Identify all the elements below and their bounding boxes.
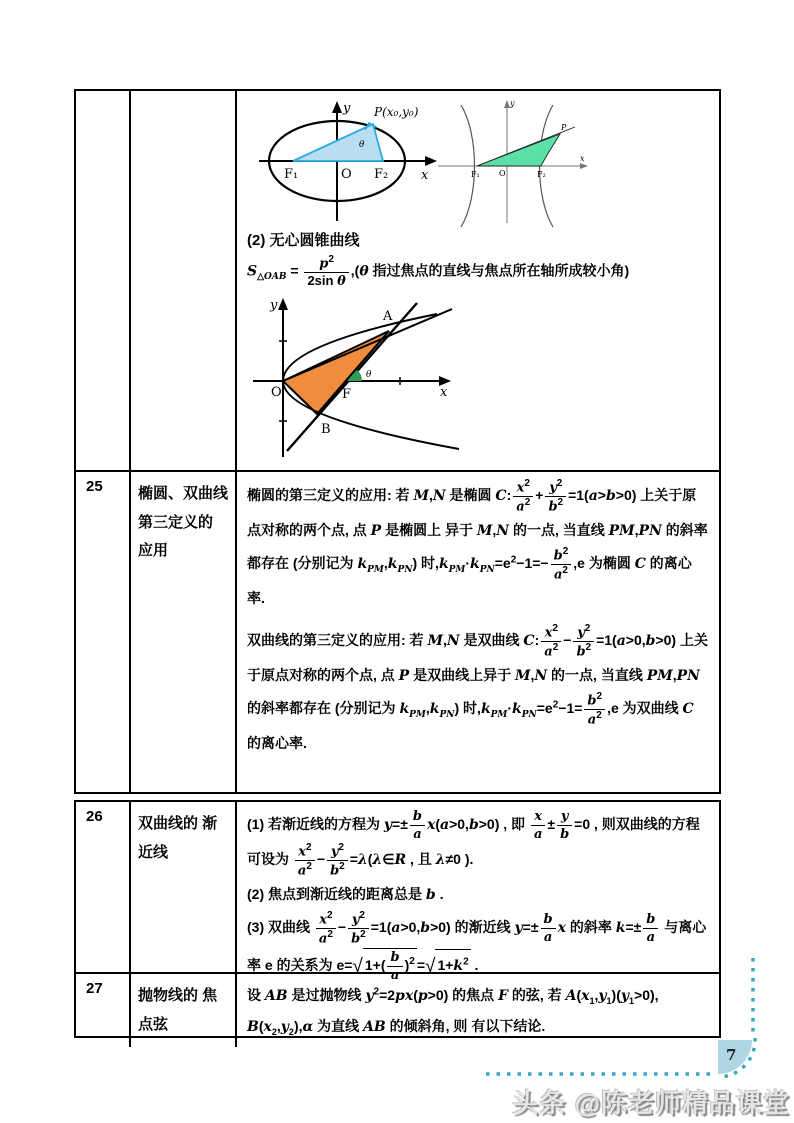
ellipse-third-definition-text: 椭圆的第三定义的应用: 若 M,N 是椭圆 C: $\frac{x^2}{a^2}$ + $\frac{y^2}{b^2}$ =1(a>b>0) 上关于原点对称的两个点, 点 P 是椭圆上 异于 M,N 的一点, 当直线 PM,PN 的斜率都存在 (分别记为 $k_{PM},k_{PN}$) 时$,k_{PM}\cdot k_{PN}=e^2-1=-$ $\frac{b^2}{a^2}$ ,e 为椭圆 C 的离心率.: [247, 478, 708, 606]
row-title: 双曲线的 渐近线: [138, 815, 218, 861]
row-number: 25: [86, 478, 103, 495]
focus-label-f: F: [342, 386, 352, 402]
table-row: [76, 470, 719, 792]
focus-label-f2: F₂: [537, 170, 546, 179]
asymptote-item-1: (1) 若渐近线的方程为 y=± $\frac{b}{a}$ x(a>0,b>0) , 即 $\frac{x}{a}$ ± $\frac{y}{b}$ =0 , 则双曲线的方程可设为 $\frac{x^2}{a^2}$ − $\frac{y^2}{b^2}$ =λ(λ∈R , 且 λ≠0 ).: [247, 809, 700, 879]
row-number-cell: [76, 974, 131, 1047]
row-title: 椭圆、双曲线 第三定义的 应用: [138, 485, 229, 559]
point-label-a: A: [383, 308, 393, 324]
table-row: [76, 91, 719, 470]
hyperbola-third-definition-text: 双曲线的第三定义的应用: 若 M,N 是双曲线 C: $\frac{x^2}{a^2}$ − $\frac{y^2}{b^2}$ =1(a>0,b>0) 上关于原点对称的两个点, 点 P 是双曲线上异于 M,N 的一点, 当直线 PM,PN 的斜率都存在 (分别记为 $k_{PM},k_{PN}$) 时$,k_{PM}\cdot k_{PN}=e^2-1=$ $\frac{b^2}{a^2}$ ,e 为双曲线 C 的离心率.: [247, 622, 708, 751]
watermark-text: 头条 @陈老师精品课堂: [512, 1088, 790, 1118]
row-number: 27: [86, 980, 103, 997]
angle-label-theta: θ: [366, 369, 372, 380]
axis-label-x: x: [580, 154, 585, 163]
point-label-p: P(x₀,y₀): [374, 105, 419, 119]
axis-label-y: y: [270, 297, 278, 313]
parabola-focal-chord-diagram: [247, 296, 499, 461]
table-row: [76, 802, 719, 983]
asymptote-item-3: (3) 双曲线 $\frac{x^2}{a^2}$ − $\frac{y^2}{b^2}$ =1(a>0,b>0) 的渐近线 y=± $\frac{b}{a}$ x 的斜率 k=± $\frac{b}{a}$ 与离心率 e 的关系为 e=√ 1+( $\frac{b}{a}$ )$^2$ =√ $1+k^2$ .: [247, 910, 707, 983]
asymptote-item-2: (2) 焦点到渐近线的距离总是 b .: [247, 886, 444, 904]
row-title: 抛物线的 焦点弦: [138, 987, 218, 1033]
focus-label-f1: F₁: [471, 170, 480, 179]
diagram-row: [247, 97, 709, 225]
axis-label-x: x: [440, 384, 448, 400]
axis-label-y: y: [510, 99, 515, 108]
row-title-cell: [131, 974, 237, 1047]
row-title-cell: [131, 91, 237, 470]
point-label-p: P: [561, 123, 567, 132]
origin-label: O: [271, 384, 282, 400]
row-title-cell: [131, 472, 237, 792]
formula-table-upper: [74, 89, 721, 794]
row-title-cell: [131, 802, 237, 972]
row-content-cell: [237, 91, 719, 470]
page-corner-decoration: [480, 950, 780, 1090]
section-heading: (2) 无心圆锥曲线: [247, 232, 360, 249]
row-number: 26: [86, 808, 103, 825]
origin-label: O: [499, 169, 506, 178]
origin-label: O: [341, 167, 352, 182]
ellipse-focal-triangle-diagram: [253, 99, 443, 225]
row-number-cell: [76, 802, 131, 972]
point-label-b: B: [321, 421, 331, 437]
area-formula: $S_{\triangle OAB}$ = $\frac{p^2}{\text{2sin θ}}$ ,(θ 指过焦点的直线与焦点所在轴所成较小角): [247, 254, 630, 289]
axis-label-x: x: [421, 168, 429, 183]
hyperbola-focal-triangle-diagram: [433, 97, 595, 229]
row-number-cell: [76, 91, 131, 470]
row-number-cell: [76, 472, 131, 792]
row-content-cell: [237, 802, 719, 983]
focus-label-f2: F₂: [374, 167, 389, 182]
focal-chord-text: 设 AB 是过抛物线 $y^2=2px(p>0)$ 的焦点 F 的弦, 若 $A(x_1,y_1)(y_1>0)$, $B(x_2,y_2),\alpha$ 为直线 AB 的倾斜角, 则 有以下结论.: [247, 986, 659, 1037]
page-number: 7: [726, 1046, 737, 1064]
axis-label-y: y: [343, 101, 351, 116]
row-content-cell: [237, 472, 719, 792]
focus-label-f1: F₁: [284, 167, 299, 182]
angle-label-theta: θ: [359, 140, 365, 150]
